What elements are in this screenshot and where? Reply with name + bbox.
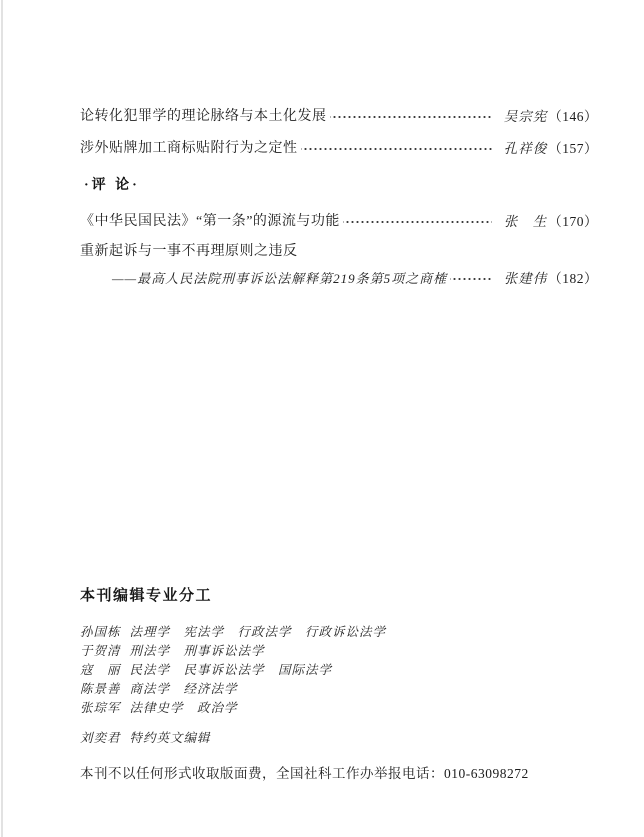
editor-row bbox=[80, 624, 598, 640]
toc-entry-subtitle-line bbox=[112, 270, 598, 288]
dot-leader bbox=[450, 270, 492, 288]
entry-author: 张建伟 bbox=[503, 271, 548, 286]
editor-fields: 民法学 民事诉讼法学 国际法学 bbox=[129, 663, 333, 677]
dot-leader bbox=[343, 213, 492, 231]
editor-row bbox=[80, 662, 598, 678]
toc-entry bbox=[80, 140, 598, 158]
entry-page-number: （157） bbox=[548, 141, 598, 156]
scan-edge-artifact bbox=[1, 0, 3, 837]
editor-fields: 商法学 经济法学 bbox=[129, 682, 238, 696]
entry-title: 重新起诉与一事不再理原则之违反 bbox=[80, 244, 298, 259]
dot-leader bbox=[330, 108, 492, 126]
editor-name: 于贺清 bbox=[80, 644, 121, 658]
editor-name: 张琮军 bbox=[80, 701, 121, 715]
editor-name: 刘奕君 bbox=[80, 731, 121, 745]
entry-page-number: （146） bbox=[548, 109, 598, 124]
english-editor-row bbox=[80, 730, 598, 746]
editor-row bbox=[80, 643, 598, 659]
editor-name: 陈景善 bbox=[80, 682, 121, 696]
entry-author: 吴宗宪 bbox=[503, 109, 548, 124]
editor-row bbox=[80, 681, 598, 697]
toc-entry bbox=[80, 213, 598, 231]
footer-notice: 本刊不以任何形式收取版面费，全国社科工作办举报电话：010-63098272 bbox=[80, 766, 529, 781]
dot-leader bbox=[301, 140, 492, 158]
toc-entry bbox=[80, 108, 598, 126]
editor-fields: 法律史学 政治学 bbox=[129, 701, 238, 715]
entry-page-number: （170） bbox=[548, 214, 598, 229]
editor-fields: 刑法学 刑事诉讼法学 bbox=[129, 644, 265, 658]
entry-title: 涉外贴牌加工商标贴附行为之定性 bbox=[80, 141, 298, 156]
editor-name: 寇 丽 bbox=[80, 663, 121, 677]
editor-row bbox=[80, 700, 598, 716]
entry-author: 孔祥俊 bbox=[503, 141, 548, 156]
entry-title: 《中华民国民法》“第一条”的源流与功能 bbox=[80, 214, 340, 229]
editors-heading: 本刊编辑专业分工 bbox=[80, 587, 213, 604]
toc-entry-title-line bbox=[80, 243, 598, 261]
entry-author: 张 生 bbox=[503, 214, 548, 229]
editor-fields: 法理学 宪法学 行政法学 行政诉讼法学 bbox=[129, 625, 387, 639]
editor-fields: 特约英文编辑 bbox=[129, 731, 211, 745]
editor-name: 孙国栋 bbox=[80, 625, 121, 639]
entry-page-number: （182） bbox=[548, 271, 598, 286]
entry-subtitle: ——最高人民法院刑事诉讼法解释第219条第5项之商榷 bbox=[112, 271, 448, 286]
section-header-comments: ·评 论· bbox=[84, 178, 140, 193]
entry-title: 论转化犯罪学的理论脉络与本土化发展 bbox=[80, 109, 327, 124]
